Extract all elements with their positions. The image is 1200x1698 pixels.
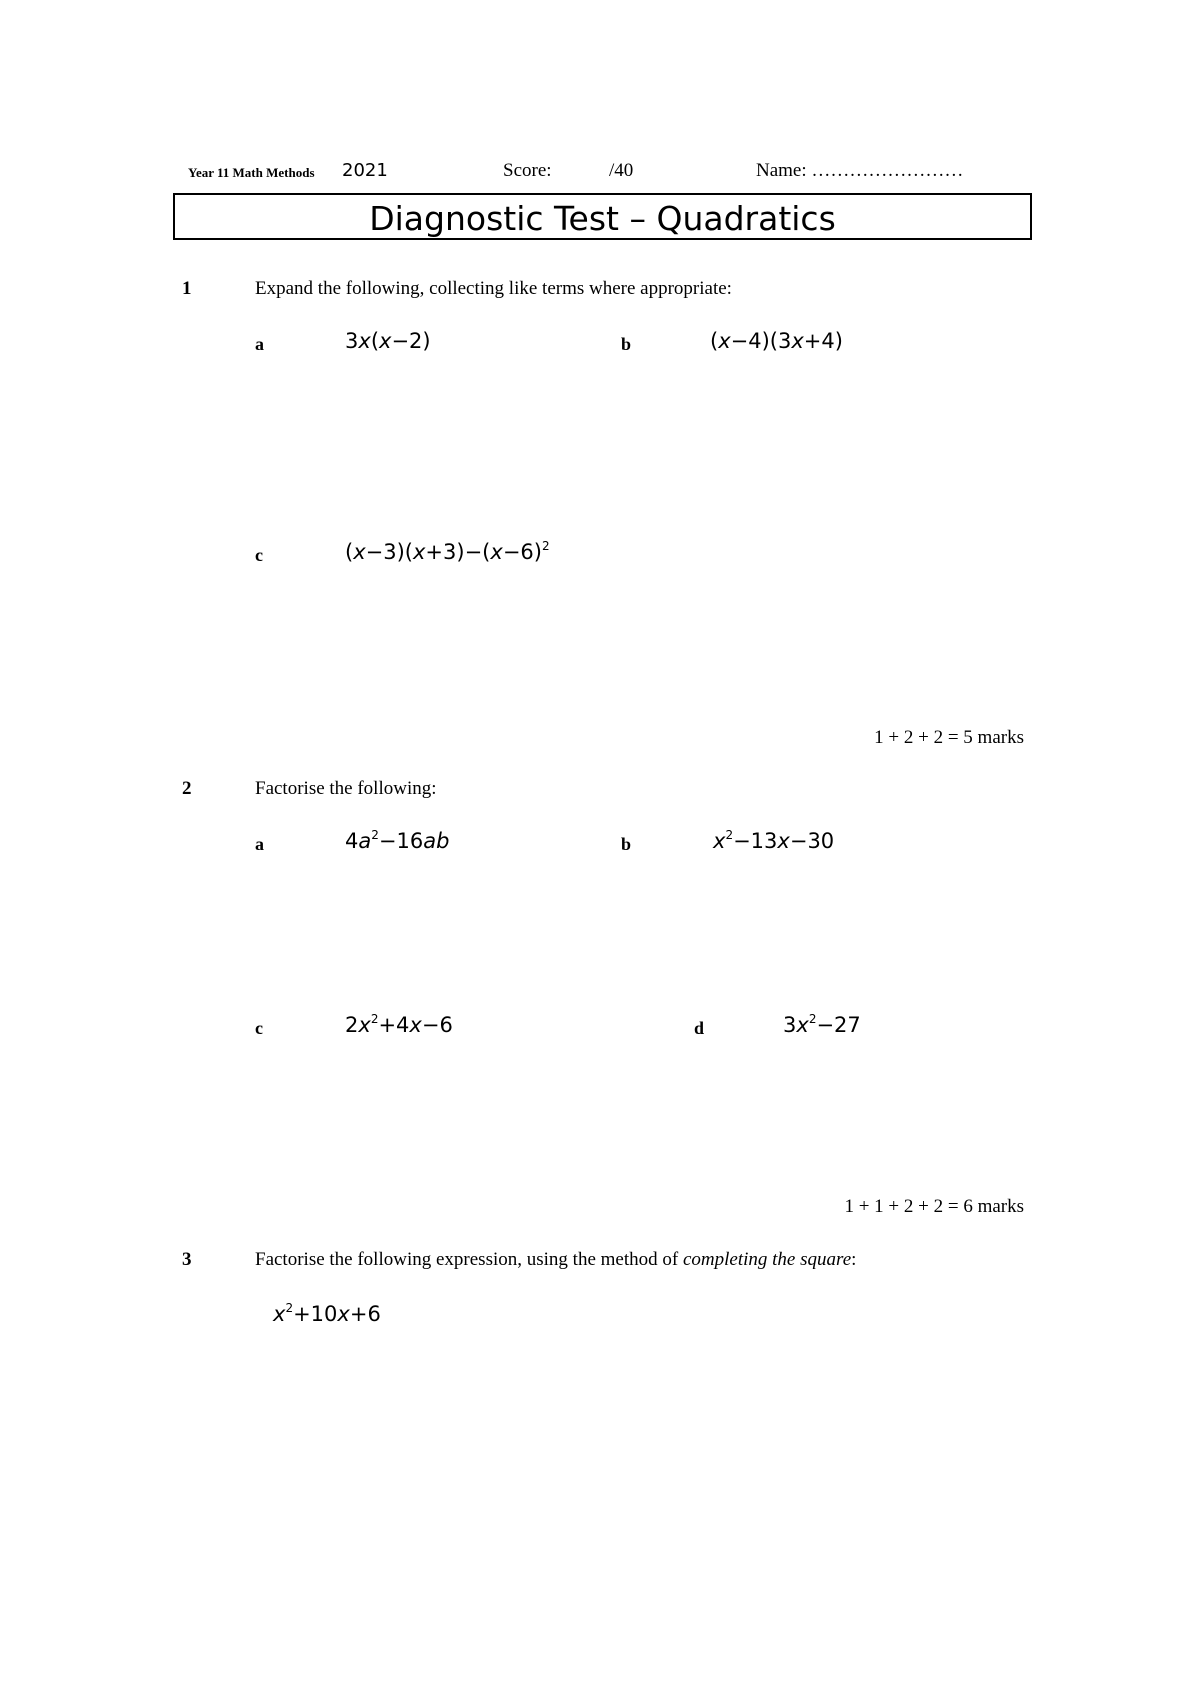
question-3-text: Factorise the following expression, using the method of completing the square: [255, 1249, 857, 1270]
question-2-text: Factorise the following: [255, 778, 437, 799]
q2-part-d-label: d [694, 1018, 705, 1038]
name-field: Name: …………………… [756, 160, 964, 181]
q3-expression: $x^2+10x+6$ [273, 1301, 381, 1326]
year-label: 2021 [342, 160, 388, 181]
score-total: /40 [609, 160, 634, 181]
emphasis-text: completing the square [682, 1249, 852, 1270]
course-label: Year 11 Math Methods [188, 165, 315, 180]
q2-part-c-label: c [255, 1018, 263, 1038]
score-label: Score: [503, 160, 552, 181]
question-1-text: Expand the following, collecting like terms where appropriate: [255, 278, 732, 299]
q2-part-a-expression: $4a^2-16ab$ [345, 828, 450, 853]
q2-part-c-expression: $2x^2+4x-6$ [345, 1012, 453, 1037]
page-title: Diagnostic Test – Quadratics [369, 199, 836, 238]
q1-part-c-label: c [255, 545, 263, 565]
q2-part-d-expression: $3x^2-27$ [783, 1012, 861, 1037]
question-1-number: 1 [182, 278, 192, 299]
q1-part-c-expression: $(x-3)(x+3)-(x-6)^2$ [345, 539, 550, 564]
q2-marks: 1 + 1 + 2 + 2 = 6 marks [844, 1196, 1024, 1217]
q1-part-b-label: b [621, 334, 632, 354]
q2-part-a-label: a [255, 834, 264, 854]
question-3-number: 3 [182, 1249, 192, 1270]
q1-part-a-expression: 3x(x−2) [345, 329, 431, 353]
question-2-number: 2 [182, 778, 192, 799]
q1-marks: 1 + 2 + 2 = 5 marks [874, 727, 1024, 748]
q1-part-a-label: a [255, 334, 264, 354]
q2-part-b-label: b [621, 834, 632, 854]
title-box [173, 193, 1032, 240]
q2-part-b-expression: $x^2-13x-30$ [713, 828, 835, 853]
q1-part-b-expression: (x−4)(3x+4) [710, 329, 843, 353]
